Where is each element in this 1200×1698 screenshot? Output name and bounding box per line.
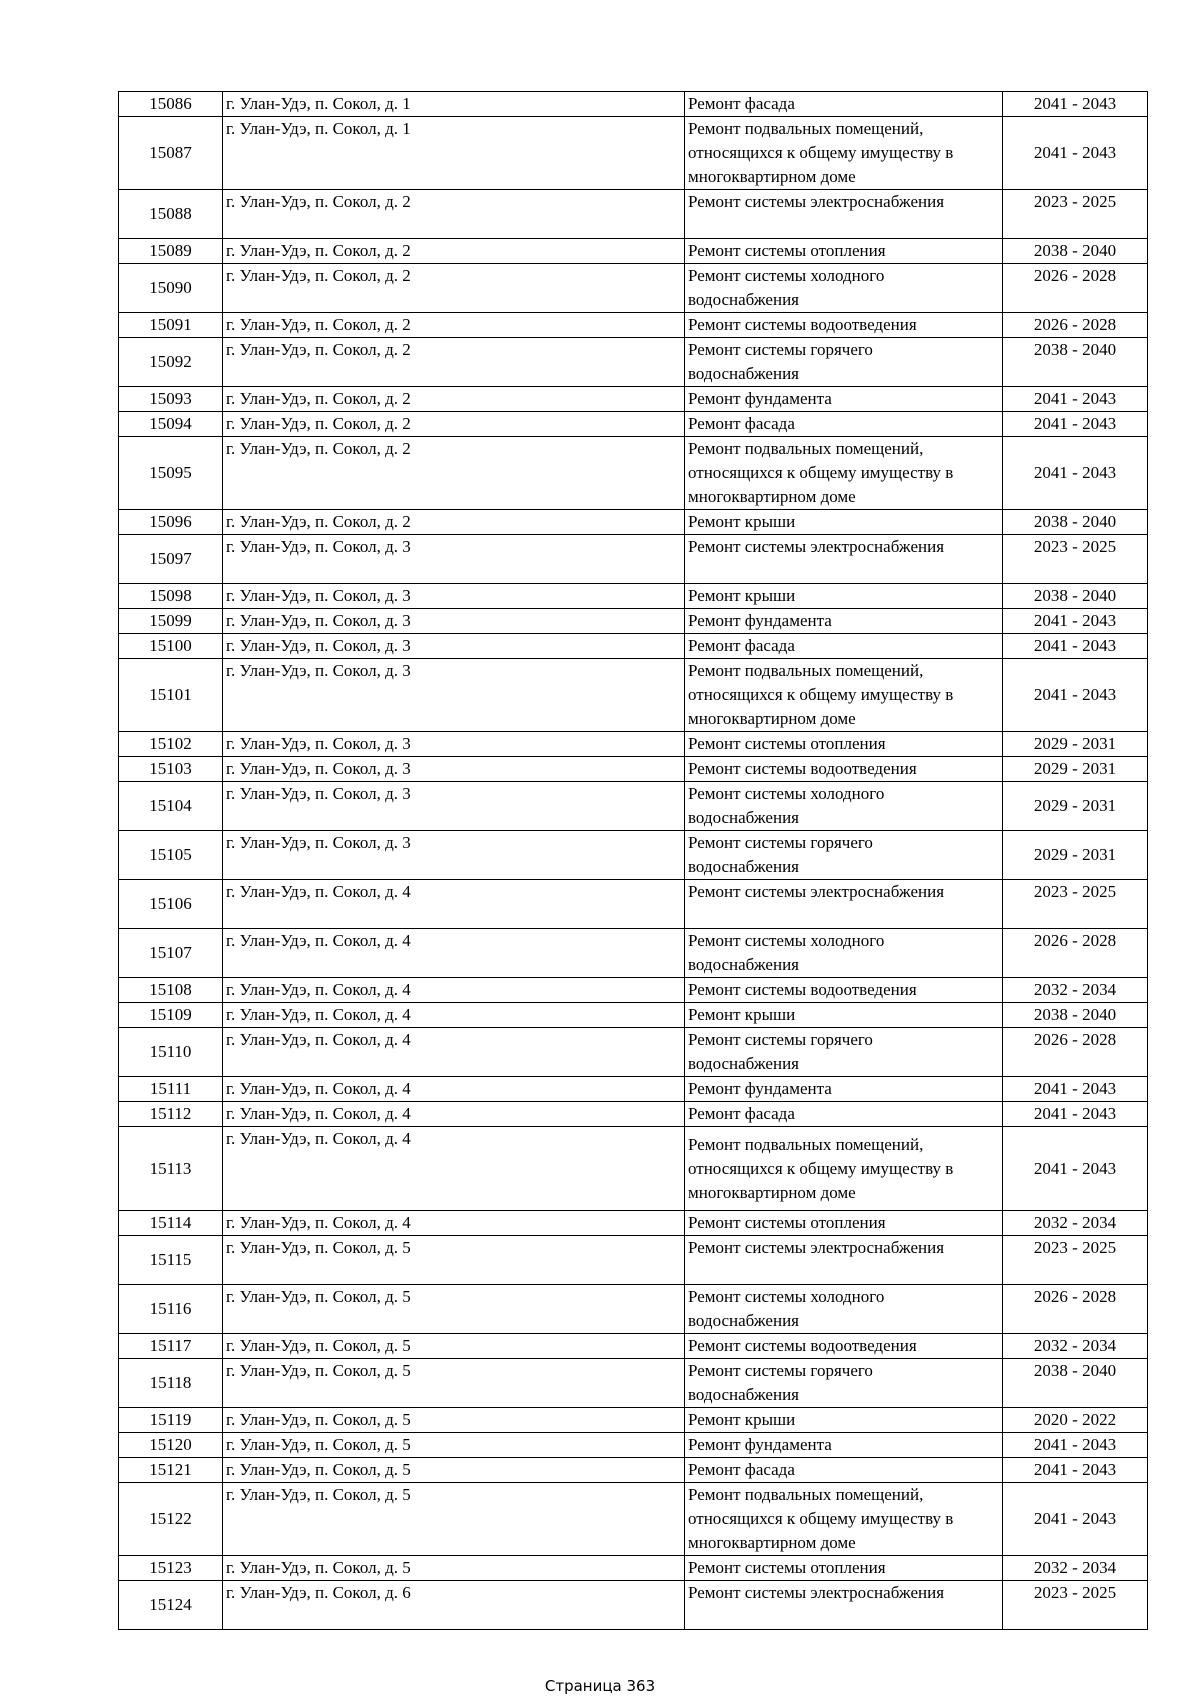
work-type-line: Ремонт системы отопления xyxy=(688,241,886,260)
period-cell: 2026 - 2028 xyxy=(1003,1285,1148,1334)
work-type-cell xyxy=(685,1433,1003,1458)
address-cell: г. Улан-Удэ, п. Сокол, д. 5 xyxy=(223,1483,685,1556)
row-number: 15115 xyxy=(119,1236,223,1285)
row-number: 15088 xyxy=(119,190,223,239)
work-type-line: многоквартирном доме xyxy=(688,487,856,506)
address-cell: г. Улан-Удэ, п. Сокол, д. 6 xyxy=(223,1581,685,1630)
work-type-line: Ремонт системы водоотведения xyxy=(688,315,917,334)
table-row xyxy=(119,535,1148,584)
work-type-cell xyxy=(685,609,1003,634)
work-type-cell xyxy=(685,92,1003,117)
table-row xyxy=(119,1433,1148,1458)
work-type-line: Ремонт фундамента xyxy=(688,611,832,630)
table-row xyxy=(119,1077,1148,1102)
work-type-cell xyxy=(685,1211,1003,1236)
row-number: 15123 xyxy=(119,1556,223,1581)
table-row xyxy=(119,190,1148,239)
work-type-cell xyxy=(685,1483,1003,1556)
period-cell: 2023 - 2025 xyxy=(1003,1236,1148,1285)
address-cell: г. Улан-Удэ, п. Сокол, д. 4 xyxy=(223,880,685,929)
address-cell: г. Улан-Удэ, п. Сокол, д. 5 xyxy=(223,1359,685,1408)
period-cell: 2041 - 2043 xyxy=(1003,1458,1148,1483)
row-number: 15108 xyxy=(119,978,223,1003)
work-type-cell xyxy=(685,412,1003,437)
table-row xyxy=(119,659,1148,732)
work-type-cell xyxy=(685,782,1003,831)
period-cell: 2032 - 2034 xyxy=(1003,978,1148,1003)
row-number: 15119 xyxy=(119,1408,223,1433)
work-type-line: многоквартирном доме xyxy=(688,1182,856,1202)
period-cell: 2041 - 2043 xyxy=(1003,1077,1148,1102)
address-cell: г. Улан-Удэ, п. Сокол, д. 3 xyxy=(223,584,685,609)
row-number: 15091 xyxy=(119,313,223,338)
work-type-line: водоснабжения xyxy=(688,1385,799,1404)
address-cell: г. Улан-Удэ, п. Сокол, д. 2 xyxy=(223,239,685,264)
work-type-line: Ремонт фасада xyxy=(688,414,795,433)
work-type-cell xyxy=(685,264,1003,313)
address-cell: г. Улан-Удэ, п. Сокол, д. 3 xyxy=(223,535,685,584)
work-type-line: водоснабжения xyxy=(688,857,799,876)
work-type-line: Ремонт подвальных помещений, xyxy=(688,439,924,458)
address-cell: г. Улан-Удэ, п. Сокол, д. 4 xyxy=(223,1102,685,1127)
work-type-line: водоснабжения xyxy=(688,1054,799,1073)
period-cell: 2038 - 2040 xyxy=(1003,1003,1148,1028)
work-type-line: Ремонт системы холодного xyxy=(688,931,885,950)
work-type-cell xyxy=(685,190,1003,239)
work-type-line: Ремонт фасада xyxy=(688,636,795,655)
address-cell: г. Улан-Удэ, п. Сокол, д. 3 xyxy=(223,782,685,831)
row-number: 15098 xyxy=(119,584,223,609)
table-row xyxy=(119,239,1148,264)
table-row xyxy=(119,1359,1148,1408)
work-type-line: водоснабжения xyxy=(688,955,799,974)
work-type-cell xyxy=(685,1458,1003,1483)
period-cell: 2041 - 2043 xyxy=(1003,1433,1148,1458)
work-type-cell xyxy=(685,239,1003,264)
work-type-cell xyxy=(685,338,1003,387)
address-cell: г. Улан-Удэ, п. Сокол, д. 5 xyxy=(223,1556,685,1581)
address-cell: г. Улан-Удэ, п. Сокол, д. 3 xyxy=(223,757,685,782)
work-type-cell xyxy=(685,1236,1003,1285)
table-row xyxy=(119,584,1148,609)
period-cell: 2032 - 2034 xyxy=(1003,1556,1148,1581)
work-type-line: водоснабжения xyxy=(688,364,799,383)
period-cell: 2041 - 2043 xyxy=(1003,1127,1148,1211)
work-type-cell xyxy=(685,1581,1003,1630)
table-row xyxy=(119,510,1148,535)
work-type-line: Ремонт системы электроснабжения xyxy=(688,882,945,901)
work-type-line: Ремонт подвальных помещений, xyxy=(688,661,924,680)
table-row xyxy=(119,1556,1148,1581)
address-cell: г. Улан-Удэ, п. Сокол, д. 4 xyxy=(223,1211,685,1236)
work-type-cell xyxy=(685,1285,1003,1334)
work-type-cell xyxy=(685,831,1003,880)
period-cell: 2038 - 2040 xyxy=(1003,1359,1148,1408)
table-row xyxy=(119,929,1148,978)
period-cell: 2038 - 2040 xyxy=(1003,239,1148,264)
row-number: 15092 xyxy=(119,338,223,387)
address-cell: г. Улан-Удэ, п. Сокол, д. 5 xyxy=(223,1408,685,1433)
work-type-line: Ремонт системы горячего xyxy=(688,340,873,359)
address-cell: г. Улан-Удэ, п. Сокол, д. 2 xyxy=(223,510,685,535)
table-row xyxy=(119,1236,1148,1285)
work-type-cell xyxy=(685,1028,1003,1077)
period-cell: 2041 - 2043 xyxy=(1003,117,1148,190)
work-type-line: Ремонт крыши xyxy=(688,1410,796,1429)
table-row xyxy=(119,338,1148,387)
address-cell: г. Улан-Удэ, п. Сокол, д. 3 xyxy=(223,831,685,880)
work-type-line: Ремонт подвальных помещений, xyxy=(688,1134,924,1154)
period-cell: 2026 - 2028 xyxy=(1003,1028,1148,1077)
work-type-cell xyxy=(685,1077,1003,1102)
period-cell: 2023 - 2025 xyxy=(1003,1581,1148,1630)
work-type-line: относящихся к общему имуществу в xyxy=(688,685,954,704)
row-number: 15111 xyxy=(119,1077,223,1102)
period-cell: 2026 - 2028 xyxy=(1003,264,1148,313)
address-cell: г. Улан-Удэ, п. Сокол, д. 5 xyxy=(223,1433,685,1458)
work-type-line: Ремонт системы водоотведения xyxy=(688,1336,917,1355)
table-row xyxy=(119,1408,1148,1433)
address-cell: г. Улан-Удэ, п. Сокол, д. 4 xyxy=(223,1028,685,1077)
work-type-line: Ремонт системы водоотведения xyxy=(688,759,917,778)
row-number: 15117 xyxy=(119,1334,223,1359)
row-number: 15120 xyxy=(119,1433,223,1458)
table-row xyxy=(119,757,1148,782)
period-cell: 2041 - 2043 xyxy=(1003,609,1148,634)
row-number: 15096 xyxy=(119,510,223,535)
period-cell: 2032 - 2034 xyxy=(1003,1211,1148,1236)
period-cell: 2041 - 2043 xyxy=(1003,659,1148,732)
repair-schedule-table xyxy=(118,91,1148,1630)
work-type-line: Ремонт системы холодного xyxy=(688,266,885,285)
work-type-cell xyxy=(685,117,1003,190)
work-type-line: Ремонт системы отопления xyxy=(688,734,886,753)
table-row xyxy=(119,732,1148,757)
row-number: 15122 xyxy=(119,1483,223,1556)
work-type-line: Ремонт системы электроснабжения xyxy=(688,537,945,556)
table-row xyxy=(119,609,1148,634)
work-type-line: Ремонт фасада xyxy=(688,1460,795,1479)
row-number: 15112 xyxy=(119,1102,223,1127)
row-number: 15110 xyxy=(119,1028,223,1077)
address-cell: г. Улан-Удэ, п. Сокол, д. 2 xyxy=(223,264,685,313)
address-cell: г. Улан-Удэ, п. Сокол, д. 4 xyxy=(223,978,685,1003)
work-type-line: Ремонт подвальных помещений, xyxy=(688,1485,924,1504)
address-cell: г. Улан-Удэ, п. Сокол, д. 5 xyxy=(223,1236,685,1285)
work-type-cell xyxy=(685,1556,1003,1581)
work-type-line: Ремонт системы холодного xyxy=(688,784,885,803)
table-row xyxy=(119,264,1148,313)
work-type-cell xyxy=(685,929,1003,978)
work-type-line: Ремонт системы электроснабжения xyxy=(688,192,945,211)
address-cell: г. Улан-Удэ, п. Сокол, д. 2 xyxy=(223,412,685,437)
work-type-cell xyxy=(685,1127,1003,1211)
period-cell: 2029 - 2031 xyxy=(1003,732,1148,757)
row-number: 15093 xyxy=(119,387,223,412)
table-row xyxy=(119,1458,1148,1483)
table-row xyxy=(119,1483,1148,1556)
page-number: Страница 363 xyxy=(544,1677,656,1695)
row-number: 15106 xyxy=(119,880,223,929)
row-number: 15095 xyxy=(119,437,223,510)
work-type-line: Ремонт системы отопления xyxy=(688,1558,886,1577)
table-row xyxy=(119,412,1148,437)
table-row xyxy=(119,117,1148,190)
row-number: 15094 xyxy=(119,412,223,437)
row-number: 15103 xyxy=(119,757,223,782)
work-type-cell xyxy=(685,584,1003,609)
work-type-line: Ремонт подвальных помещений, xyxy=(688,119,924,138)
work-type-cell xyxy=(685,1334,1003,1359)
period-cell: 2023 - 2025 xyxy=(1003,535,1148,584)
work-type-line: Ремонт системы электроснабжения xyxy=(688,1583,945,1602)
work-type-cell xyxy=(685,1359,1003,1408)
work-type-cell xyxy=(685,757,1003,782)
address-cell: г. Улан-Удэ, п. Сокол, д. 3 xyxy=(223,659,685,732)
work-type-line: Ремонт системы электроснабжения xyxy=(688,1238,945,1257)
period-cell: 2023 - 2025 xyxy=(1003,880,1148,929)
row-number: 15086 xyxy=(119,92,223,117)
work-type-line: Ремонт фасада xyxy=(688,94,795,113)
table-row xyxy=(119,880,1148,929)
table-row xyxy=(119,1581,1148,1630)
period-cell: 2032 - 2034 xyxy=(1003,1334,1148,1359)
work-type-line: Ремонт системы отопления xyxy=(688,1213,886,1232)
row-number: 15089 xyxy=(119,239,223,264)
address-cell: г. Улан-Удэ, п. Сокол, д. 2 xyxy=(223,338,685,387)
table-row xyxy=(119,1127,1148,1211)
work-type-line: Ремонт фундамента xyxy=(688,1435,832,1454)
address-cell: г. Улан-Удэ, п. Сокол, д. 5 xyxy=(223,1458,685,1483)
work-type-line: относящихся к общему имуществу в xyxy=(688,1509,954,1528)
work-type-cell xyxy=(685,1102,1003,1127)
address-cell: г. Улан-Удэ, п. Сокол, д. 2 xyxy=(223,313,685,338)
row-number: 15090 xyxy=(119,264,223,313)
work-type-cell xyxy=(685,510,1003,535)
address-cell: г. Улан-Удэ, п. Сокол, д. 3 xyxy=(223,732,685,757)
work-type-cell xyxy=(685,437,1003,510)
work-type-line: Ремонт крыши xyxy=(688,512,796,531)
table-row xyxy=(119,782,1148,831)
address-cell: г. Улан-Удэ, п. Сокол, д. 3 xyxy=(223,609,685,634)
row-number: 15097 xyxy=(119,535,223,584)
address-cell: г. Улан-Удэ, п. Сокол, д. 4 xyxy=(223,1077,685,1102)
work-type-cell xyxy=(685,978,1003,1003)
row-number: 15107 xyxy=(119,929,223,978)
row-number: 15121 xyxy=(119,1458,223,1483)
address-cell: г. Улан-Удэ, п. Сокол, д. 4 xyxy=(223,1003,685,1028)
address-cell: г. Улан-Удэ, п. Сокол, д. 4 xyxy=(223,929,685,978)
work-type-line: Ремонт фасада xyxy=(688,1104,795,1123)
period-cell: 2026 - 2028 xyxy=(1003,313,1148,338)
address-cell: г. Улан-Удэ, п. Сокол, д. 1 xyxy=(223,117,685,190)
address-cell: г. Улан-Удэ, п. Сокол, д. 3 xyxy=(223,634,685,659)
period-cell: 2041 - 2043 xyxy=(1003,412,1148,437)
row-number: 15104 xyxy=(119,782,223,831)
table-row xyxy=(119,1211,1148,1236)
work-type-line: водоснабжения xyxy=(688,290,799,309)
table-row xyxy=(119,1334,1148,1359)
row-number: 15101 xyxy=(119,659,223,732)
work-type-line: водоснабжения xyxy=(688,1311,799,1330)
period-cell: 2020 - 2022 xyxy=(1003,1408,1148,1433)
work-type-line: относящихся к общему имуществу в xyxy=(688,463,954,482)
table-row xyxy=(119,313,1148,338)
work-type-cell xyxy=(685,634,1003,659)
work-type-line: многоквартирном доме xyxy=(688,709,856,728)
period-cell: 2026 - 2028 xyxy=(1003,929,1148,978)
period-cell: 2029 - 2031 xyxy=(1003,757,1148,782)
work-type-line: Ремонт фундамента xyxy=(688,389,832,408)
table-row xyxy=(119,1003,1148,1028)
table-row xyxy=(119,831,1148,880)
period-cell: 2038 - 2040 xyxy=(1003,510,1148,535)
address-cell: г. Улан-Удэ, п. Сокол, д. 2 xyxy=(223,437,685,510)
row-number: 15114 xyxy=(119,1211,223,1236)
work-type-cell xyxy=(685,387,1003,412)
row-number: 15099 xyxy=(119,609,223,634)
address-cell: г. Улан-Удэ, п. Сокол, д. 5 xyxy=(223,1285,685,1334)
period-cell: 2029 - 2031 xyxy=(1003,831,1148,880)
work-type-line: относящихся к общему имуществу в xyxy=(688,1158,954,1178)
work-type-cell xyxy=(685,880,1003,929)
work-type-line: Ремонт системы горячего xyxy=(688,1361,873,1380)
address-cell: г. Улан-Удэ, п. Сокол, д. 1 xyxy=(223,92,685,117)
table-row xyxy=(119,437,1148,510)
address-cell: г. Улан-Удэ, п. Сокол, д. 5 xyxy=(223,1334,685,1359)
work-type-line: относящихся к общему имуществу в xyxy=(688,143,954,162)
period-cell: 2041 - 2043 xyxy=(1003,437,1148,510)
period-cell: 2041 - 2043 xyxy=(1003,92,1148,117)
table-row xyxy=(119,1285,1148,1334)
work-type-cell xyxy=(685,732,1003,757)
work-type-line: Ремонт крыши xyxy=(688,1005,796,1024)
table-row xyxy=(119,634,1148,659)
period-cell: 2041 - 2043 xyxy=(1003,1102,1148,1127)
table-body xyxy=(119,92,1148,1630)
work-type-cell xyxy=(685,313,1003,338)
work-type-line: Ремонт системы горячего xyxy=(688,833,873,852)
period-cell: 2029 - 2031 xyxy=(1003,782,1148,831)
table-row xyxy=(119,92,1148,117)
table-row xyxy=(119,387,1148,412)
work-type-cell xyxy=(685,535,1003,584)
work-type-cell xyxy=(685,1408,1003,1433)
row-number: 15109 xyxy=(119,1003,223,1028)
work-type-cell xyxy=(685,659,1003,732)
work-type-line: многоквартирном доме xyxy=(688,1533,856,1552)
row-number: 15102 xyxy=(119,732,223,757)
period-cell: 2041 - 2043 xyxy=(1003,634,1148,659)
work-type-line: Ремонт системы горячего xyxy=(688,1030,873,1049)
work-type-cell xyxy=(685,1003,1003,1028)
period-cell: 2038 - 2040 xyxy=(1003,338,1148,387)
row-number: 15118 xyxy=(119,1359,223,1408)
work-type-line: водоснабжения xyxy=(688,808,799,827)
work-type-line: многоквартирном доме xyxy=(688,167,856,186)
address-cell: г. Улан-Удэ, п. Сокол, д. 2 xyxy=(223,190,685,239)
work-type-line: Ремонт системы водоотведения xyxy=(688,980,917,999)
row-number: 15116 xyxy=(119,1285,223,1334)
address-cell: г. Улан-Удэ, п. Сокол, д. 4 xyxy=(223,1127,685,1211)
row-number: 15105 xyxy=(119,831,223,880)
row-number: 15100 xyxy=(119,634,223,659)
table-row xyxy=(119,1102,1148,1127)
work-type-line: Ремонт крыши xyxy=(688,586,796,605)
address-cell: г. Улан-Удэ, п. Сокол, д. 2 xyxy=(223,387,685,412)
period-cell: 2041 - 2043 xyxy=(1003,387,1148,412)
row-number: 15113 xyxy=(119,1127,223,1211)
work-type-line: Ремонт фундамента xyxy=(688,1079,832,1098)
period-cell: 2041 - 2043 xyxy=(1003,1483,1148,1556)
period-cell: 2038 - 2040 xyxy=(1003,584,1148,609)
period-cell: 2023 - 2025 xyxy=(1003,190,1148,239)
work-type-line: Ремонт системы холодного xyxy=(688,1287,885,1306)
table-row xyxy=(119,1028,1148,1077)
table-row xyxy=(119,978,1148,1003)
row-number: 15124 xyxy=(119,1581,223,1630)
row-number: 15087 xyxy=(119,117,223,190)
